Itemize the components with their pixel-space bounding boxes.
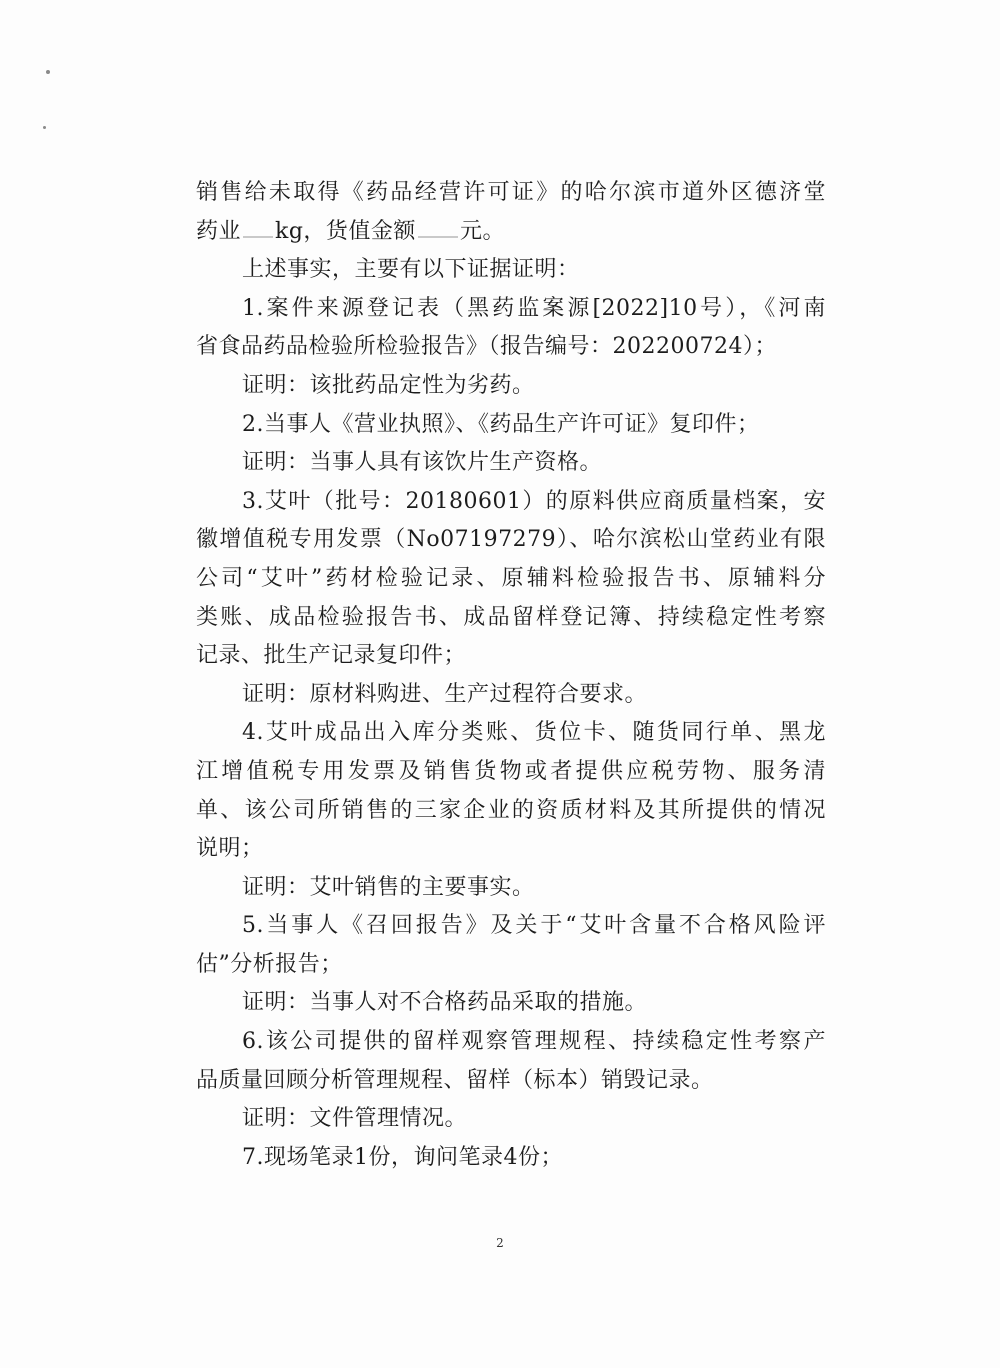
text-segment: 元。 (459, 218, 505, 244)
text-line: 1.案件来源登记表（黑药监案源[2022]10号），《河南 (242, 295, 826, 321)
text-line: 证明：文件管理情况。 (242, 1106, 468, 1132)
text-segment: kg，货值金额 (275, 218, 416, 244)
text-line: 证明：原材料购进、生产过程符合要求。 (242, 681, 648, 707)
text-line: 单、该公司所销售的三家企业的资质材料及其所提供的情况 (196, 797, 826, 823)
text-line: 说明； (196, 836, 264, 862)
text-line: 5.当事人《召回报告》及关于“艾叶含量不合格风险评 (242, 913, 826, 939)
text-line: 6.该公司提供的留样观察管理规程、持续稳定性考察产 (242, 1029, 826, 1055)
text-line (196, 213, 826, 252)
text-line: 证明：该批药品定性为劣药。 (242, 372, 535, 398)
redaction-mark (418, 236, 458, 238)
text-line: 类账、成品检验报告书、成品留样登记簿、持续稳定性考察 (196, 604, 826, 630)
page-number: 2 (496, 1236, 504, 1250)
text-segment: 药业 (196, 218, 242, 244)
text-line: 7.现场笔录1份，询问笔录4份； (242, 1144, 563, 1170)
text-line: 4.艾叶成品出入库分类账、货位卡、随货同行单、黑龙 (242, 720, 826, 746)
text-line: 上述事实，主要有以下证据证明： (242, 257, 580, 283)
text-line: 公司“艾叶”药材检验记录、原辅料检验报告书、原辅料分 (196, 565, 826, 591)
text-line: 记录、批生产记录复印件； (196, 643, 467, 669)
text-line: 省食品药品检验所检验报告》（报告编号：202200724）； (196, 334, 777, 360)
scan-speck (43, 126, 46, 129)
text-line: 证明：当事人具有该饮片生产资格。 (242, 450, 603, 476)
text-line: 品质量回顾分析管理规程、留样（标本）销毁记录。 (196, 1067, 714, 1093)
text-line: 3.艾叶（批号：20180601）的原料供应商质量档案，安 (242, 488, 826, 514)
text-line: 销售给未取得《药品经营许可证》的哈尔滨市道外区德济堂 (196, 180, 826, 205)
document-body (196, 174, 826, 1177)
text-line: 徽增值税专用发票（No07197279）、哈尔滨松山堂药业有限 (196, 527, 826, 553)
text-line: 证明：艾叶销售的主要事实。 (242, 874, 535, 900)
text-line: 证明：当事人对不合格药品采取的措施。 (242, 990, 648, 1016)
redaction-mark (243, 236, 273, 238)
text-line: 估”分析报告； (196, 951, 343, 977)
text-line: 江增值税专用发票及销售货物或者提供应税劳物、服务清 (196, 758, 826, 784)
scan-speck (46, 70, 50, 74)
text-line: 2.当事人《营业执照》、《药品生产许可证》复印件； (242, 411, 760, 437)
